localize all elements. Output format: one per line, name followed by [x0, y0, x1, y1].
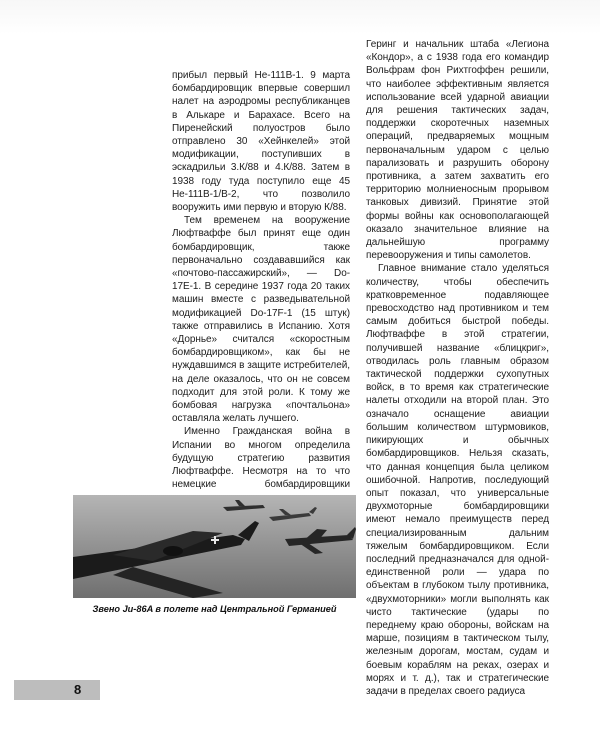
paragraph: Тем временем на вооружение Люфтваффе был принят еще один бомбардировщик, также первоначально создававшийся как «почтово-пассажирский», — Do-17Е-1. В середине 1937 года 20 таких машин вместе с разведывательной модификацией Do-17F-1 (15 штук) также отправились в Испанию. Хотя «Дорнье» считался «скоростным бомбардировщиком», как бы не нуждавшимся в защите истребителей, на деле оказалось, что он не совсем подходит для этой роли. К тому же бомбовая нагрузка «почтальона» оставляла желать лучшего.	[172, 215, 350, 425]
photo-caption: Звено Ju-86A в полете над Центральной Германией	[92, 604, 337, 614]
text-column-left	[172, 69, 350, 558]
page-number: 8	[74, 682, 82, 697]
paragraph: Геринг и начальник штаба «Легиона «Кондор», а с 1938 года его командир Вольфрам фон Рихтгоффен решили, что наиболее эффективным является использование всей ударной авиации для решения тактических задач, поддержки скоротечных наземных операций, предваряемых мощным первоначальным ударом с целью парализовать и разрушить оборону противника, а затем захватить его территорию молниеносным прорывом танковых дивизий. Принятие этой формы войны как основополагающей оказало значительное влияние на дальнейшую программу перевооружения и типы самолетов.	[366, 39, 549, 262]
paragraph: Главное внимание стало уделяться количеству, чтобы обеспечить кратковременное подавляющее превосходство над противником и тем самым добиться быстрой победы. Люфтваффе в этой стратегии, получившей название «блицкриг», отводилась роль главным образом тактической поддержки сухопутных войск, в то время как стратегические налеты отходили на второй план. Это означало оснащение авиации большим количеством штурмовиков, пикирующих и обычных бомбардировщиков. Нельзя сказать, что данная концепция была целиком ошибочной. Напротив, последующий опыт показал, что универсальные двухмоторные бомбардировщики имеют немало преимуществ перед специализированным дальним тяжелым бомбардировщиком. Если последний предназначался для одной-единственной роли — удара по объектам в глубоком тылу противника, «двухмоторники» могли выполнять как чисто тактические (удары по переднему краю обороны, войскам на марше, позициям в тактическом тылу, железным дорогам, мостам, судам и боевым кораблям на реках, озерах и морях и т. д.), так и стратегические задачи в пределах своего радиуса	[366, 263, 549, 697]
text-column-right	[366, 38, 549, 698]
paragraph: Именно Гражданская война в Испании во многом определила будущую стратегию развития Люфтваффе. Несмотря на то что немецкие бомбардировщики	[172, 426, 350, 491]
top-gradient-band	[0, 0, 600, 34]
paragraph: прибыл первый Не-111В-1. 9 марта бомбардировщик впервые совершил налет на аэродромы республиканцев в Алькаре и Барахасе. Всего на Пиренейский полуостров было отправлено 30 «Хейнкелей» этой модификации, поступивших в эскадрильи 3.К/88 и 4.К/88. Затем в 1938 году туда поступило еще 45 Не-111В-1/В-2, что позволило вооружить ими первую и вторую К/88.	[172, 70, 350, 214]
page-number-tab	[14, 680, 100, 700]
aircraft-photo	[73, 495, 356, 598]
aircraft-formation-illustration	[73, 495, 356, 598]
